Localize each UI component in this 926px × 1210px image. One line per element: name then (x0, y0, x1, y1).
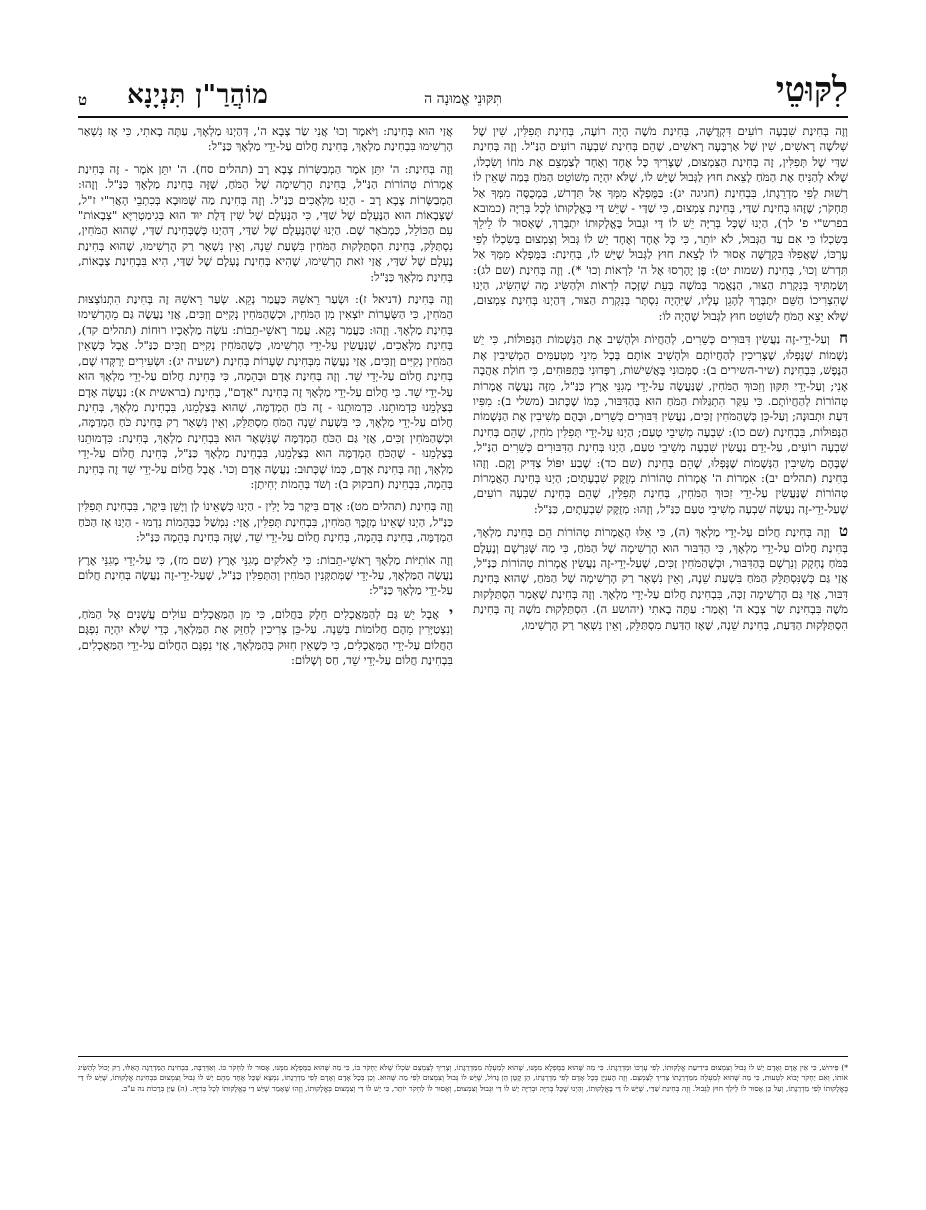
paragraph: וְזֶה אוֹתִיּוֹת מַלְאָךְ רָאשֵׁי-תֵבוֹת: כִּי לֵאלֹקִים מָגִנֵּי אֶרֶץ (שם מז), כִּי עַל-יְדֵי מָגִנֵּי אֶרֶץ נַעֲשֶׂה הַמַּלְאָךְ, עַל-יְדֵי שֶׁמְּתַקְּנִין הַמֹּחִין וְהַתְּפִלִּין כַּנַּ"ל, שֶׁעַל-יְדֵי-זֶה נַעֲשֶׂה בְּחִינַת חֲלוֹם עַל-יְדֵי מַלְאָךְ כַּנַּ"ל: (78, 552, 453, 598)
book-title-likutei: לִקּוּטֵי (775, 70, 848, 110)
paragraph-section-8 (473, 331, 848, 517)
paragraph: אֲזַי הוּא בְּחִינַת: וַיֹּאמֶר וְכוּ' אֲנִי שַׂר צְבָא ה', דְּהַיְנוּ מַלְאָךְ, עַתָּה בָאתִי, כִּי אָז נִשְׁאַר הָרְשִׁימוּ בִּבְחִינַת מַלְאָךְ, בְּחִינַת חֲלוֹם עַל-יְדֵי מַלְאָךְ כַּנַּ"ל: (78, 124, 453, 154)
section-title: תִּקּוּנֵי אֱמוּנָה ה (424, 91, 502, 107)
section-number: ח (839, 329, 848, 348)
footnotes (78, 1056, 848, 1163)
paragraph-text: אֲבָל יֵשׁ גַּם לְהַמַּאֲכָלִים חֵלֶק בַּחֲלוֹם, כִּי מִן הַמַּאֲכָלִים עוֹלִים עֲשָׁנִים אֶל הַמֹּחַ, וְנִצְטַיְּרִין מֵהֶם חֲלוֹמוֹת בְּשֵׁנָה. עַל-כֵּן צְרִיכִין לְחַזֵּק אֶת הַמַּלְאָךְ, כְּדֵי שֶׁלֹּא יִהְיֶה נִפְגָּם הַחֲלוֹם עַל-יְדֵי הַמַּאֲכָלִים, כִּי כְּשֶׁאֵין חִזּוּק בְּהַמַּלְאָךְ, אֲזַי נִפְגָּם הַחֲלוֹם עַל-יְדֵי הַמַּאֲכָלִים, בִּבְחִינַת חֲלוֹם עַל-יְדֵי שֵׁד, חַס וְשָׁלוֹם: (78, 606, 453, 667)
section-number: ט (838, 522, 848, 541)
paragraph-section-9 (473, 524, 848, 633)
text-columns (78, 124, 848, 1046)
right-column (473, 124, 848, 1046)
footnote: *) פֵּירוּשׁ, כִּי אֵין אָדָם וְאָדָם יֵשׁ לוֹ גְּבוּל וְצִמְצוּם בִּידִיעַת אֱלָקוּתוֹ, לְפִי עֶרְכּוֹ וּמַדְרֵגָתוֹ. כִּי מַה שֶּׁהוּא בַּמֻּפְלָא מִמֶּנּוּ, שֶׁהוּא לְמַעְלָה מִמַּדְרֵגָתוֹ, וְצָרִיךְ לְצַמְצֵם שִׂכְלוֹ שֶׁלֹּא יַחְקֹר בּוֹ, כִּי מַה שֶּׁהוּא בַּמֻּפְלָא מִמֶּנּוּ, אָסוּר לוֹ לַחְקֹר בּוֹ. וְאַדְּרַבָּה, בִּבְחִינַת הַמַּדְרֵגָה הָאֵלּוּ, רַק יָכוֹל לְהַשִּׂיג אוֹתוֹ, וְאִם יַחְקֹר יָבוֹא לִטְעוּת, כִּי מַה שֶּׁהוּא לְמַעְלָה מִמַּדְרֵגָתוֹ צָרִיךְ לְצַמְצֵם. וְזֶה הָעִנְיָן בְּכָל אָדָם לְפִי מַדְרֵגָתוֹ, הֵן קָטָן הֵן גָּדוֹל, שֶׁיֵּשׁ לוֹ גְּבוּל וְצִמְצוּם לְפִי מַה שֶּׁהוּא. וְכֵן בְּכָל אָדָם וְאָדָם לְפִי מַדְרֵגָתוֹ, נִמְצָא שֶׁכָּל אֶחָד מֵהֶם יֵשׁ לוֹ גְּבוּל וְצִמְצוּם בִּבְחִינַת אֱלָקוּתוֹ, שֶׁיֵּשׁ לוֹ דַּי בֶּאֱלָקוּתוֹ לְפִי מַדְרֵגָתוֹ, וְעַל כֵּן אָסוּר לוֹ לֵילֵךְ חוּץ לַגְּבוּל. וְזֶה בְּחִינַת שַׁדַּי, שֶׁיֵּשׁ לוֹ דַּי בֶּאֱלָקוּתוֹ, וְהַיְנוּ שֶׁכָּל בְּרִיָּה וּבְרִיָּה יֵשׁ לוֹ דַּי וּגְבוּל וְצִמְצוּם, וְאָסוּר לוֹ לַחְקֹר יוֹתֵר, כִּי יֵשׁ לוֹ דַּי וְצִמְצוּם בְּאֱלָקוּתוֹ, וְזֶהוּ שֶׁאָמַר שֶׁיֵּשׁ דַּי בֶּאֱלָקוּתוֹ לְכָל בְּרִיָּה. (ה) עַיֵּן בְּרָכוֹת נה ע"ב. (78, 1063, 848, 1093)
paragraph: וְזֶה בְּחִינַת (תהלים מט): אָדָם בִּיקָר בַּל יָלִין - הַיְנוּ כְּשֶׁאֵינוֹ לָן וְיָשֵׁן בִּיקָר, בִּבְחִינַת תְּפִלִּין כַּנַּ"ל, הַיְנוּ שֶׁאֵינוֹ מְזֻכָּךְ הַמֹּחִין, בִּבְחִינַת תְּפִלִּין, אֲזַי: נִמְשַׁל כַּבְּהֵמוֹת נִדְמוּ - הַיְנוּ אָז הַכֹּחַ הַמְדַמֶּה, בְּחִינַת בְּהֵמָה, בְּחִינַת חֲלוֹם עַל-יְדֵי שֵׁד, שֶׁזֶּה בְּחִינַת בְּהֵמָה כַּנַּ"ל: (78, 499, 453, 545)
paragraph: וְזֶה בְּחִינַת שִׁבְעָה רוֹעִים דִּקְדֻשָּׁה, בְּחִינַת מֹשֶׁה הָיָה רוֹעֶה, בְּחִינַת תְּפִלִּין, שִׁין שֶׁל שְׁלֹשָׁה רָאשִׁים, שִׁין שֶׁל אַרְבָּעָה רָאשִׁים, שֶׁהֵם בְּחִינַת שִׁבְעָה רוֹעִים הַנַּ"ל. וְזֶה בְּחִינַת שַׁדַּי שֶׁל תְּפִלִּין, זֶה בְּחִינַת הַצִּמְצוּם, שֶׁצָּרִיךְ כָּל אֶחָד וְאֶחָד לְצַמְצֵם אֶת מֹחוֹ וְשִׂכְלוֹ, שֶׁלֹּא לְהַנִּיחַ אֶת הַמֹּחַ לָצֵאת חוּץ לַגְּבוּל שֶׁיֵּשׁ לוֹ, שֶׁלֹּא יִהְיֶה מְשׁוֹטֵט הַמֹּחַ בְּמַה שֶּׁאֵין לוֹ רְשׁוּת לְפִי מַדְרֵגָתוֹ, בִּבְחִינַת (חגיגה יג): בַּמֻּפְלָא מִמְּךָ אַל תִּדְרשׁ, בַּמְכֻסֶּה מִמְּךָ אַל תַּחְקֹר; שֶׁזֶּהוּ בְּחִינַת שַׁדַּי, בְּחִינַת צִמְצוּם, כִּי שַׁדַּי - שֶׁיֵּשׁ דַּי בֶּאֱלָקוּתוֹ לְכָל בְּרִיָּה (כמובא בפרש"י פ' לך), הַיְנוּ שֶׁכָּל בְּרִיָּה יֵשׁ לוֹ דַּי וּגְבוּל בֶּאֱלָקוּתוֹ יִתְבָּרַךְ, שֶׁאָסוּר לוֹ לֵילֵךְ בְּשִׂכְלוֹ כִּי אִם עַד הַגְּבוּל, לֹא יוֹתֵר, כִּי כָּל אֶחָד וְאֶחָד יֵשׁ לוֹ גְּבוּל וְצִמְצוּם בְּשִׂכְלוֹ לְפִי עֶרְכּוֹ, שֶׁאֲפִלּוּ בִּקְדֻשָּׁה אָסוּר לוֹ לָצֵאת חוּץ לַגְּבוּל שֶׁיֵּשׁ לוֹ, בְּחִינַת: בַּמֻּפְלָא מִמְּךָ אַל תִּדְרשׁ וְכוּ', בְּחִינַת (שמות יט): פֶּן יֶהֶרְסוּ אֶל ה' לִרְאוֹת וְכוּ' *). וְזֶה בְּחִינַת (שם לג): וְשַׂמְתִּיךָ בְּנִקְרַת הַצּוּר, הַנֶּאֱמַר בְּמֹשֶׁה בְּעֵת שֶׁזָּכָה לִרְאוֹת וּלְהַשִּׂיג מָה שֶׁהִשִּׂיג, הַיְנוּ שֶׁהִצְרִיכוֹ הַשֵּׁם יִתְבָּרַךְ לְהָגֵן עָלָיו, שֶׁיִּהְיֶה נִסְתָּר בְּנִקְרַת הַצּוּר, דְּהַיְנוּ בְּחִינַת צִמְצוּם, שֶׁלֹּא יֵצֵא הַמֹּחַ לְשׁוֹטֵט חוּץ לַגְּבוּל שֶׁהָיָה לוֹ: (473, 124, 848, 323)
paragraph: וְזֶה בְּחִינַת (דניאל ז): וּשְׂעַר רֵאשֵׁהּ כַּעֲמַר נְקֵא. שְׂעַר רֵאשֵׁהּ זֶה בְּחִינַת הִתְנוֹצְצוּת הַמֹּחִין, כִּי הַשְּׂעָרוֹת יוֹצְאִין מִן הַמֹּחִין, וּכְשֶׁהַמֹּחִין נְקִיִּים וְזַכִּים, אֲזַי נַעֲשֶׂה גַּם מֵהָרְשִׁימוּ בְּחִינַת מַלְאָךְ. וְזֶהוּ: כַּעֲמַר נְקֵא. עֲמַר רָאשֵׁי-תֵבוֹת: עֹשֶׂה מַלְאָכָיו רוּחוֹת (תהלים קד), בְּחִינַת מַלְאָכִים, שֶׁנַּעֲשִׂין עַל-יְדֵי הָרְשִׁימוּ, כְּשֶׁהַמֹּחִין נְקִיִּים וְזַכִּים כַּנַּ"ל. אֲבָל כְּשֶׁאֵין הַמֹּחִין נְקִיִּים וְזַכִּים, אֲזַי נַעֲשֶׂה מִבְּחִינַת שְׂעָרוֹת בְּחִינַת (ישעיה יג): וּשְׂעִירִים יְרַקְּדוּ שָׁם, בְּחִינַת חֲלוֹם עַל-יְדֵי שֵׁד. וְזֶה בְּחִינַת אָדָם וּבְהֵמָה, כִּי בְּחִינַת חֲלוֹם עַל-יְדֵי מַלְאָךְ הוּא עַל-יְדֵי שֵׁד. כִּי חֲלוֹם עַל-יְדֵי מַלְאָךְ זֶה בְּחִינַת "אָדָם", בְּחִינַת (בראשית א): נַעֲשֶׂה אָדָם בְּצַלְמֵנוּ כִּדְמוּתֵנוּ. כִּדְמוּתֵנוּ - זֶה כֹּחַ הַמְדַמֶּה, שֶׁהוּא בְּצַלְמֵנוּ, בִּבְחִינַת מַלְאָךְ, בְּחִינַת חֲלוֹם עַל-יְדֵי מַלְאָךְ, כִּי בִּשְׁעַת שֵׁנָה הַמֹּחַ מִסְתַּלֵּק, וְאֵין נִשְׁאָר רַק בְּחִינַת כֹּחַ הַמְדַמֶּה, וּכְשֶׁהַמֹּחִין זַכִּים, אֲזַי גַּם הַכֹּחַ הַמְדַמֶּה שֶׁנִּשְׁאָר הוּא בִּבְחִינַת מַלְאָךְ, בְּחִינַת: כִּדְמוּתֵנוּ בְּצַלְמֵנוּ - שֶׁהַכֹּחַ הַמְדַמֶּה הוּא בְּצַלְמֵנוּ, בִּבְחִינַת מַלְאָךְ כַּנַּ"ל, בְּחִינַת חֲלוֹם עַל-יְדֵי מַלְאָךְ, וְזֶה בְּחִינַת אָדָם, כְּמוֹ שֶׁכָּתוּב: נַעֲשֶׂה אָדָם וְכוּ'. אֲבָל חֲלוֹם עַל-יְדֵי שֵׁד זֶה בְּחִינַת בְּהֵמָה, בִּבְחִינַת (חבקוק ב): וְשֹׁד בְּהֵמוֹת יְחִיתַן: (78, 292, 453, 491)
book-title-moharan: מוֹהֲרַ"ן תִּנְיָנָא (127, 80, 269, 110)
page-header (78, 70, 848, 118)
page-number: ט (78, 91, 88, 109)
paragraph-text: וְזֶה בְּחִינַת חֲלוֹם עַל-יְדֵי מַלְאָךְ (ה), כִּי אֵלּוּ הָאֲמָרוֹת טְהוֹרוֹת הֵם בְּחִינַת מַלְאָךְ, בְּחִינַת חֲלוֹם עַל-יְדֵי מַלְאָךְ, כִּי הַדִּבּוּר הוּא הָרְשִׁימָה שֶׁל הַמֹּחַ, כִּי מַה שֶּׁנִּרְשָׁם וְנֶעְלָם בַּמֹּחַ נֶחְקָק וְנִרְשָׁם בְּהַדִּבּוּר, וּכְשֶׁהַמֹּחִין זַכִּים, שֶׁעַל-יְדֵי-זֶה נַעֲשִׂין אֲמָרוֹת טְהוֹרוֹת כַּנַּ"ל, אֲזַי גַּם כְּשֶׁנִּסְתַּלֵּק הַמֹּחַ בִּשְׁעַת שֵׁנָה, וְאֵין נִשְׁאָר רַק הָרְשִׁימָה שֶׁל הַמֹּחַ, שֶׁהוּא בְּחִינַת דִּבּוּר, אֲזַי גַּם הָרְשִׁימָה זַכָּה, בִּבְחִינַת חֲלוֹם עַל-יְדֵי מַלְאָךְ. וְזֶה בְּחִינַת שֶׁאָמַר הִסְתַּלְּקוּת מֹשֶׁה בִּבְחִינַת שַׂר צְבָא ה' וְאָמַר: עַתָּה בָאתִי (יהושע ה). הִסְתַּלְּקוּת מֹשֶׁה זֶה בְּחִינַת הִסְתַּלְּקוּת הַדַּעַת, בְּחִינַת שֵׁנָה, שֶׁאָז הַדַּעַת מִסְתַּלֵּק, וְאֵין נִשְׁאָר רַק הָרְשִׁימוּ, (473, 525, 848, 632)
left-column (78, 124, 453, 1046)
section-number: י (449, 603, 453, 622)
paragraph-section-10 (78, 603, 453, 669)
paragraph-text: וְעַל-יְדֵי-זֶה נַעֲשִׂין דִּבּוּרִים כְּשֵׁרִים, לְהַחֲיוֹת וּלְהָשִׁיב אֶת הַנְּשָׁמוֹת הַנְּפוּלוֹת, כִּי יֵשׁ נְשָׁמוֹת שֶׁנָּפְלוּ, שֶׁצְּרִיכִין לְהַחֲיוֹתָם וּלְהָשִׁיב אוֹתָם בְּכָל מִינֵי מַטְעַמִּים הַמְשִׁיבִין אֶת הַנֶּפֶשׁ, בִּבְחִינַת (שיר-השירים ב): סַמְּכוּנִי בָּאֲשִׁישׁוֹת, רַפְּדוּנִי בַּתַּפּוּחִים, כִּי חוֹלַת אַהֲבָה אָנִי; וְעַל-יְדֵי תִּקּוּן וְזִכּוּךְ הַמֹּחִין, שֶׁנַּעֲשָׂה עַל-יְדֵי מְגִנֵּי אֶרֶץ כַּנַּ"ל, מִזֶּה נַעֲשֶׂה אֲמָרוֹת טְהוֹרוֹת לְהַחֲיוֹתָם. כִּי עִקַּר הִתְגַּלּוּת הַמֹּחַ הוּא בְּהַדִּבּוּר, כְּמוֹ שֶׁכָּתוּב (משלי ב): מִפִּיו דַּעַת וּתְבוּנָה; וְעַל-כֵּן כְּשֶׁהַמֹּחִין זַכִּים, נַעֲשִׂין דִּבּוּרִים כְּשֵׁרִים, וּבָהֶם מְשִׁיבִין אֶת הַנְּשָׁמוֹת הַנְּפוּלוֹת, בִּבְחִינַת (שם כו): שִׁבְעָה מְשִׁיבֵי טָעַם; הַיְנוּ עַל-יְדֵי תְּפִלִּין מֹחִין, שֶׁהֵם בְּחִינַת שִׁבְעָה רוֹעִים, עַל-יְדֵם נַעֲשִׂין שִׁבְעָה מְשִׁיבֵי טַעַם, הַיְנוּ בְּחִינַת הַדִּבּוּרִים כְּשֵׁרִים הַנַּ"ל, שֶׁבָּהֶם מְשִׁיבִין הַנְּשָׁמוֹת שֶׁנָּפְלוּ, שֶׁהֵם בְּחִינַת (שם כד): שֶׁבַע יִפּוֹל צַדִּיק וָקָם. וְזֶהוּ בְּחִינַת (תהלים יב): אִמְרוֹת ה' אֲמָרוֹת טְהוֹרוֹת מְזֻקָּק שִׁבְעָתָיִם; הַיְנוּ בְּחִינַת הָאֲמָרוֹת טְהוֹרוֹת שֶׁנַּעֲשִׂין עַל-יְדֵי זִכּוּךְ הַמֹּחִין, בְּחִינַת תְּפִלִּין, שֶׁהֵם בְּחִינַת שִׁבְעָה רוֹעִים, שֶׁעַל-יְדֵי-זֶה נַעֲשֶׂה שִׁבְעָה מְשִׁיבֵי טַעַם כַּנַּ"ל, וְזֶהוּ: מְזֻקָּק שִׁבְעָתָיִם, כַּנַּ"ל: (473, 332, 848, 516)
paragraph: וְזֶה בְּחִינַת: ה' יִתֵּן אֹמֶר הַמְבַשְּׂרוֹת צָבָא רָב (תהלים סח). ה' יִתֵּן אֹמֶר - זֶה בְּחִינַת אֲמָרוֹת טְהוֹרוֹת הַנַּ"ל, בְּחִינַת הָרְשִׁימָה שֶׁל הַמֹּחַ, שֶׁזֶּה בְּחִינַת מַלְאָךְ כַּנַּ"ל. וְזֶהוּ: הַמְבַשְּׂרוֹת צָבָא רָב - הַיְנוּ מַלְאָכִים כַּנַּ"ל. וְזֶה בְּחִינַת מַה שֶּׁמּוּבָא בְּכִתְבֵי הָאֲרִ"י ז"ל, שֶׁצְּבָאוֹת הוּא הַנֶּעְלָם שֶׁל שַׁדַּי, כִּי הַנֶּעְלָם שֶׁל שִׁין דָּלֶת יוּד הוּא בְּגִימַטְרִיָּא "צְבָאוֹת" עִם הַכּוֹלֵל, כַּמְבֹאָר שָׁם. הַיְנוּ שֶׁהַנֶּעְלָם שֶׁל שַׁדַּי, דְּהַיְנוּ כְּשֶׁבְּחִינַת שַׁדַּי, שֶׁהוּא הַמֹּחִין, נִסְתַּלֵּק, בְּחִינַת הִסְתַּלְּקוּת הַמֹּחִין בִּשְׁעַת שֵׁנָה, וְאֵין נִשְׁאָר רַק הָרְשִׁימוּ, שֶׁהוּא בְּחִינַת נֶעְלָם שֶׁל שַׁדַּי, אֲזַי זֹאת הָרְשִׁימוּ, שֶׁהִיא בְּחִינַת נֶעְלָם שֶׁל שַׁדַּי, הִיא בִּבְחִינַת צְבָאוֹת, בְּחִינַת מַלְאָךְ כַּנַּ"ל: (78, 161, 453, 284)
